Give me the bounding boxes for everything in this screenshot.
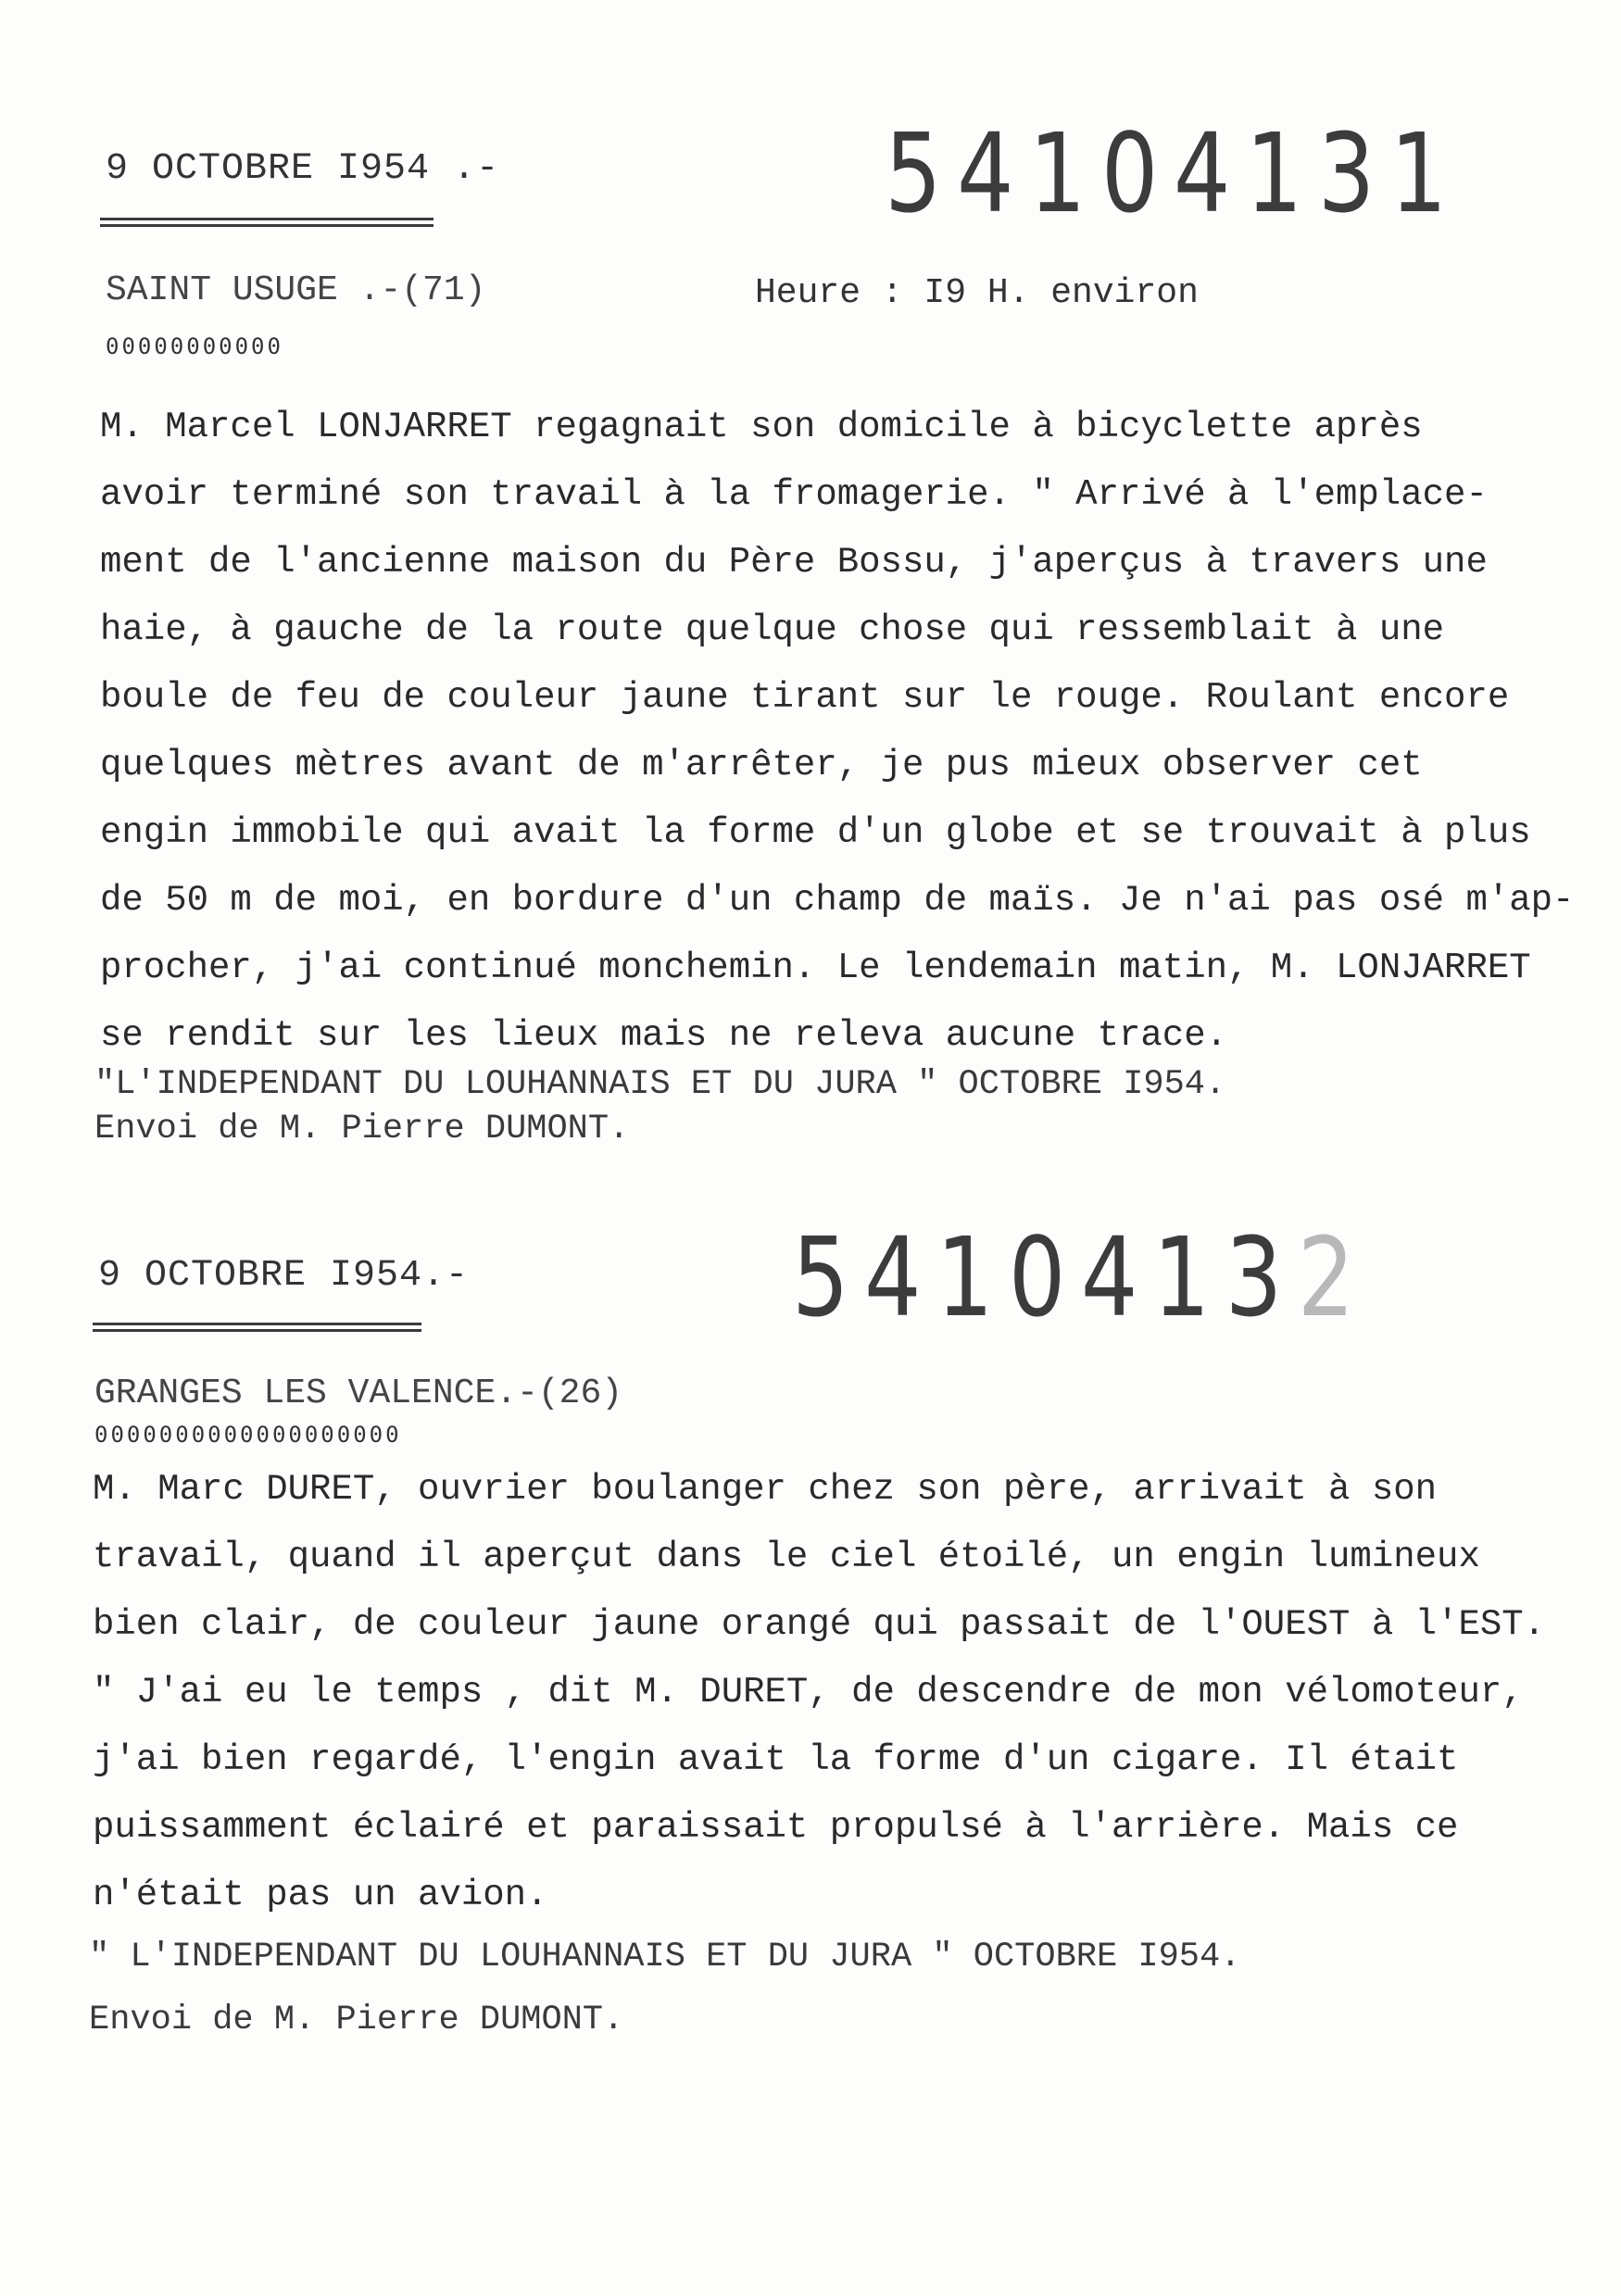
body-line: n'était pas un avion. (93, 1875, 548, 1915)
case-number-stamp (792, 1213, 1370, 1341)
body-line: de 50 m de moi, en bordure d'un champ de maïs. Je n'ai pas osé m'ap- (100, 880, 1575, 921)
case-number-stamp (885, 109, 1463, 237)
report-body (93, 1456, 1545, 1929)
location-heading: GRANGES LES VALENCE.-(26) (94, 1374, 623, 1413)
case-number-main: 5410413 (885, 109, 1390, 237)
source-citation: " L'INDEPENDANT DU LOUHANNAIS ET DU JURA " OCTOBRE I954. (89, 1938, 1241, 1976)
body-line: se rendit sur les lieux mais ne releva aucune trace. (100, 1015, 1227, 1056)
entry-date: 9 OCTOBRE I954 .- (106, 148, 500, 190)
sender-note: Envoi de M. Pierre DUMONT. (89, 2001, 624, 2039)
location-heading: SAINT USUGE .-(71) (106, 270, 486, 310)
case-number-last-digit: 1 (1389, 109, 1463, 237)
case-number-main: 5410413 (792, 1213, 1298, 1341)
body-line: quelques mètres avant de m'arrêter, je pus mieux observer cet (100, 745, 1423, 785)
entry-date: 9 OCTOBRE I954.- (98, 1255, 470, 1297)
separator-circles: 00000000000 (106, 333, 283, 359)
sender-note: Envoi de M. Pierre DUMONT. (94, 1110, 630, 1148)
source-citation: "L'INDEPENDANT DU LOUHANNAIS ET DU JURA " OCTOBRE I954. (94, 1065, 1226, 1104)
body-line: avoir terminé son travail à la fromagerie. " Arrivé à l'emplace- (100, 474, 1488, 515)
body-line: engin immobile qui avait la forme d'un globe et se trouvait à plus (100, 812, 1531, 853)
time-note: Heure : I9 H. environ (755, 273, 1199, 313)
date-underline (100, 218, 434, 227)
case-number-last-digit: 2 (1297, 1213, 1370, 1341)
body-line: travail, quand il aperçut dans le ciel étoilé, un engin lumineux (93, 1537, 1480, 1577)
body-line: M. Marc DURET, ouvrier boulanger chez son père, arrivait à son (93, 1469, 1438, 1510)
date-underline (93, 1323, 421, 1332)
body-line: boule de feu de couleur jaune tirant sur le rouge. Roulant encore (100, 677, 1510, 718)
report-body (100, 394, 1574, 1070)
separator-circles: 0000000000000000000 (94, 1422, 402, 1448)
body-line: j'ai bien regardé, l'engin avait la forme d'un cigare. Il était (93, 1739, 1459, 1780)
body-line: ment de l'ancienne maison du Père Bossu, j'aperçus à travers une (100, 542, 1488, 583)
body-line: puissamment éclairé et paraissait propulsé à l'arrière. Mais ce (93, 1807, 1459, 1848)
body-line: haie, à gauche de la route quelque chose qui ressemblait à une (100, 609, 1445, 650)
body-line: bien clair, de couleur jaune orangé qui passait de l'OUEST à l'EST. (93, 1604, 1546, 1645)
body-line: " J'ai eu le temps , dit M. DURET, de descendre de mon vélomoteur, (93, 1672, 1524, 1713)
body-line: procher, j'ai continué monchemin. Le lendemain matin, M. LONJARRET (100, 947, 1531, 988)
body-line: M. Marcel LONJARRET regagnait son domicile à bicyclette après (100, 407, 1423, 447)
